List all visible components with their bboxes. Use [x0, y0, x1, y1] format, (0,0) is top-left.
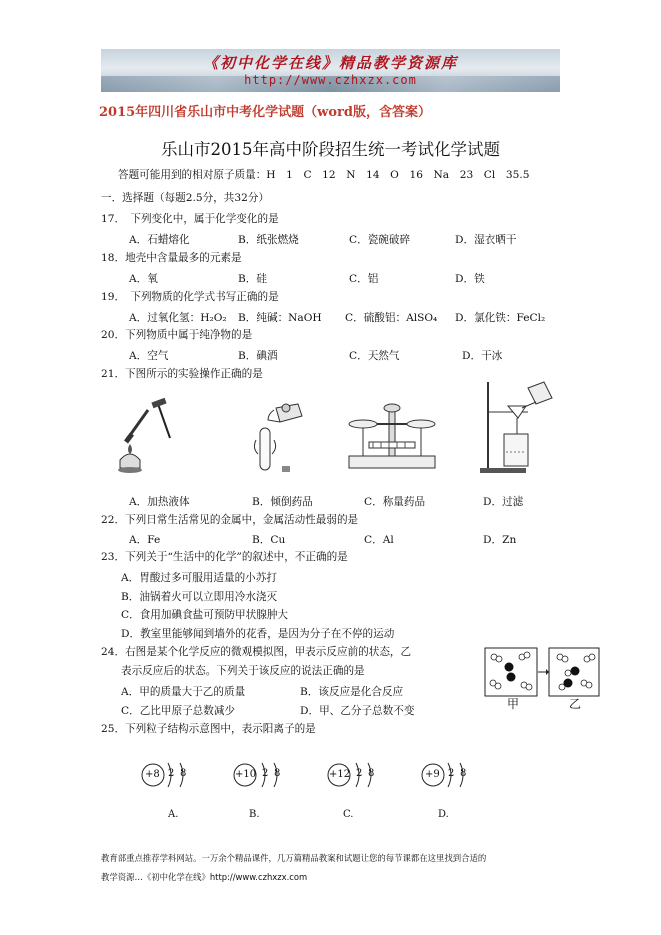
diagram-label-jia: 甲: [507, 697, 520, 711]
q19-option-b: B．纯碱：NaOH: [238, 312, 322, 324]
q19-stem: 19． 下列物质的化学式书写正确的是: [101, 291, 279, 303]
q23-option-c: C．食用加碘食盐可预防甲状腺肿大: [121, 609, 289, 621]
particle-a-shell2: 8: [180, 768, 187, 779]
particle-a-shell1: 2: [168, 768, 175, 779]
footer-line-2: 教学资源…《初中化学在线》http://www.czhxzx.com: [101, 872, 308, 882]
q20-option-b: B．碘酒: [238, 350, 278, 362]
q21-option-b: B．倾倒药品: [252, 496, 313, 508]
q24-stem-line1: 24．右图是某个化学反应的微观模拟图，甲表示反应前的状态，乙: [101, 646, 412, 658]
q23-option-b: B．油锅着火可以立即用冷水浇灭: [121, 591, 278, 603]
q24-option-a: A．甲的质量大于乙的质量: [121, 686, 246, 698]
q18-option-b: B．硅: [238, 273, 267, 285]
particle-d-label: D.: [438, 809, 449, 820]
q24-stem-line2: 表示反应后的状态。下列关于该反应的说法正确的是: [121, 665, 365, 677]
particle-b-shell2: 8: [274, 768, 281, 779]
q20-stem: 20．下列物质中属于纯净物的是: [101, 329, 253, 341]
q22-option-c: C．Al: [364, 534, 394, 546]
q20-option-c: C．天然气: [349, 350, 400, 362]
q20-option-a: A．空气: [129, 350, 169, 362]
q19-option-d: D．氯化铁：FeCl₂: [455, 312, 546, 324]
q19-option-a: A．过氧化氢：H₂O₂: [129, 312, 227, 324]
page-title: 乐山市2015年高中阶段招生统一考试化学试题: [161, 140, 500, 159]
banner-title: 《初中化学在线》精品教学资源库: [202, 54, 458, 72]
q25-stem: 25．下列粒子结构示意图中，表示阳离子的是: [101, 723, 316, 735]
q18-option-c: C．铝: [349, 273, 379, 285]
q23-option-a: A．胃酸过多可服用适量的小苏打: [121, 572, 277, 584]
q24-option-c: C．乙比甲原子总数减少: [121, 705, 236, 717]
q22-option-a: A．Fe: [129, 534, 161, 546]
q17-stem: 17． 下列变化中，属于化学变化的是: [101, 213, 279, 225]
particle-c-shell1: 2: [356, 768, 363, 779]
q21-option-d: D．过滤: [483, 496, 524, 508]
q21-option-c: C．称量药品: [364, 496, 426, 508]
particle-b-shell1: 2: [262, 768, 269, 779]
heating-liquid-illustration: [118, 398, 188, 478]
q17-option-d: D．湿衣晒干: [455, 234, 517, 246]
particle-c-label: C.: [343, 809, 354, 820]
banner-url: http://www.czhxzx.com: [244, 73, 417, 87]
particle-b-nucleus: +10: [235, 769, 257, 780]
particle-a-label: A.: [168, 809, 179, 820]
q23-option-d: D．教室里能够闻到墙外的花香，是因为分子在不停的运动: [121, 628, 395, 640]
q20-option-d: D．干冰: [462, 350, 503, 362]
particle-c-nucleus: +12: [329, 769, 351, 780]
q22-stem: 22．下列日常生活常见的金属中，金属活动性最弱的是: [101, 514, 359, 526]
document-subtitle: 2015年四川省乐山市中考化学试题（word版，含答案）: [99, 105, 431, 120]
q21-stem: 21．下图所示的实验操作正确的是: [101, 368, 263, 380]
q22-option-d: D．Zn: [483, 534, 517, 546]
particle-d-shell2: 8: [460, 768, 467, 779]
q17-option-c: C．瓷碗破碎: [349, 234, 411, 246]
q24-option-d: D．甲、乙分子总数不变: [300, 705, 415, 717]
q21-option-a: A．加热液体: [129, 496, 190, 508]
q23-stem: 23．下列关于“生活中的化学”的叙述中，不正确的是: [101, 551, 348, 563]
q24-option-b: B．该反应是化合反应: [300, 686, 404, 698]
q17-option-a: A．石蜡熔化: [129, 234, 190, 246]
q19-option-c: C．硫酸铝：AlSO₄: [345, 312, 438, 324]
pouring-reagent-illustration: [238, 400, 308, 478]
balance-scale-illustration: [345, 402, 440, 472]
particle-b-label: B.: [249, 809, 260, 820]
footer-line-1: 教育部重点推荐学科网站。一万余个精品课件，几万篇精品教案和试题让您的每节课都在这里找到合适的: [101, 853, 487, 863]
filtration-illustration: [478, 378, 558, 474]
particle-d-shell1: 2: [448, 768, 455, 779]
q22-option-b: B．Cu: [252, 534, 286, 546]
section-heading: 一．选择题（每题2.5分，共32分）: [101, 192, 270, 204]
particle-d-nucleus: +9: [425, 769, 440, 780]
q18-option-a: A．氧: [129, 273, 158, 285]
particle-c-shell2: 8: [368, 768, 375, 779]
reaction-diagram: [484, 647, 600, 699]
diagram-label-yi: 乙: [569, 697, 582, 711]
atomic-mass-note: 答题可能用到的相对原子质量：H 1 C 12 N 14 O 16 Na 23 Cl 35.5: [118, 169, 530, 181]
particle-a-nucleus: +8: [145, 769, 160, 780]
header-banner: [101, 49, 560, 92]
q17-option-b: B．纸张燃烧: [238, 234, 299, 246]
q18-stem: 18．地壳中含量最多的元素是: [101, 252, 242, 264]
q18-option-d: D．铁: [455, 273, 485, 285]
